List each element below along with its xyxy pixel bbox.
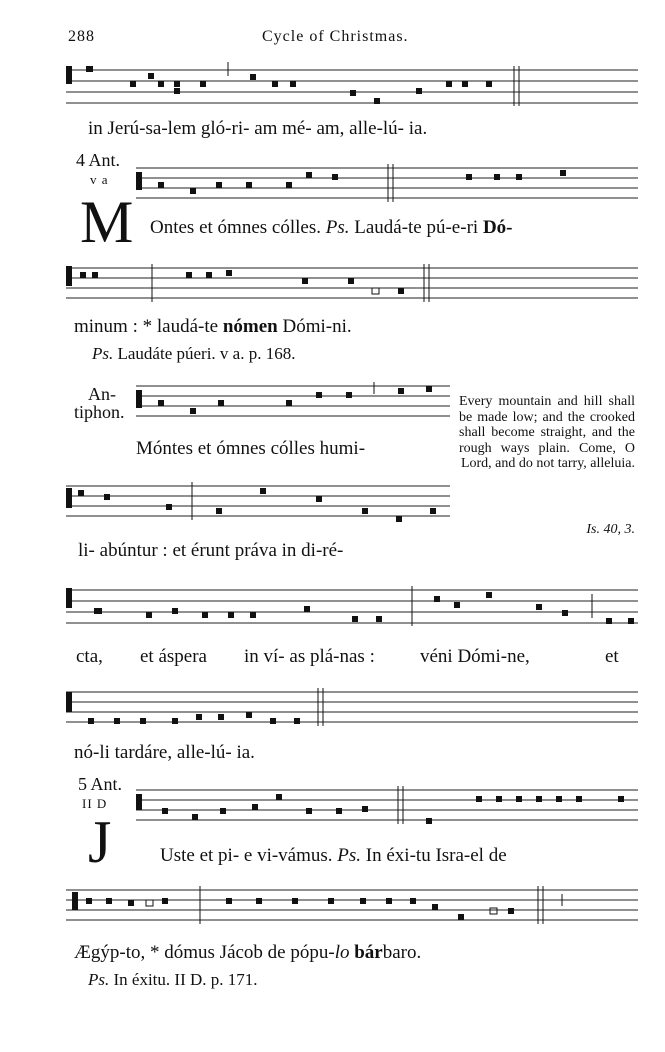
music-staff-4	[136, 380, 450, 424]
lyric-text: Uste et pi- e vi-vámus.	[160, 845, 333, 866]
psalm-ref-text: In éxitu. II D. p. 171.	[113, 970, 258, 989]
psalm-abbrev: Ps.	[337, 845, 362, 866]
page-number: 288	[68, 28, 95, 45]
lyric-text: minum : * laudá-te	[74, 316, 219, 337]
psalm-abbrev: Ps.	[88, 970, 110, 989]
lyric-text-bold: Dó-	[482, 217, 513, 238]
translation-sidebar: Every mountain and hill shall be made low; and the crooked shall become straight, and the rough ways plain. Come, O Lord, and do not tarry, alleluia.	[459, 394, 635, 471]
music-staff-2	[136, 162, 638, 206]
lyric-line-3	[74, 316, 352, 338]
lyric-text: In éxi-tu Isra-el de	[365, 845, 507, 866]
music-staff-8	[136, 784, 638, 828]
lyric-line-2	[150, 217, 513, 239]
lyric-line-5: Móntes et ómnes cólles humi-	[136, 438, 366, 459]
lyric-line-7e: et	[605, 646, 619, 667]
music-staff-6	[66, 582, 638, 630]
lyric-line-9	[160, 845, 507, 867]
lyric-line-6: li- abúntur : et érunt práva in di-ré-	[78, 540, 344, 561]
lyric-text-bold: nómen	[222, 316, 278, 337]
drop-cap-m: M	[80, 189, 134, 255]
lyric-text: Laudá-te pú-e-ri	[354, 217, 479, 238]
music-staff-1	[66, 62, 638, 110]
lyric-line-8: nó-li tardáre, alle-lú- ia.	[74, 742, 255, 763]
music-staff-9	[66, 884, 638, 928]
lyric-line-7d: véni Dómi-ne,	[420, 646, 530, 667]
antiphon-4-label: 4 Ant.	[76, 150, 121, 170]
psalm-reference-2	[88, 970, 258, 990]
page-title: Cycle of Christmas.	[262, 28, 409, 45]
music-staff-3	[66, 262, 638, 306]
lyric-text: Ontes et ómnes cólles.	[150, 217, 321, 238]
music-staff-5	[66, 480, 450, 524]
lyric-text: Dómi-ni.	[282, 316, 352, 337]
lyric-line-10	[74, 942, 421, 964]
music-staff-7	[66, 686, 638, 730]
lyric-text: Ægýp-to, * dómus Jácob de pópu-	[74, 942, 335, 963]
lyric-text: cta,	[76, 646, 103, 667]
psalm-abbrev: Ps.	[92, 344, 114, 363]
antiphon-5-mode: II D	[82, 796, 108, 811]
lyric-line-7b: et áspera	[140, 646, 207, 667]
lyric-line-7c: in ví- as plá-nas :	[244, 646, 375, 667]
antiphon-label: An-	[88, 384, 116, 404]
lyric-text-italic: lo	[334, 942, 350, 963]
lyric-text-bold: bár	[354, 942, 383, 963]
scripture-reference: Is. 40, 3.	[586, 522, 635, 537]
lyric-text: baro.	[382, 942, 422, 963]
antiphon-5-label: 5 Ant.	[78, 774, 123, 794]
psalm-reference-1	[92, 344, 295, 364]
psalm-abbrev: Ps.	[325, 217, 350, 238]
antiphon-label-2: tiphon.	[74, 402, 125, 422]
drop-cap-j: J	[88, 809, 112, 875]
psalm-ref-text: Laudáte púeri. v a. p. 168.	[117, 344, 296, 363]
lyric-line-1: in Jerú-sa-lem gló-ri- am mé- am, alle-lú- ia.	[88, 118, 428, 139]
lyric-line-7	[76, 646, 103, 668]
antiphon-4-mode: v a	[90, 172, 109, 187]
